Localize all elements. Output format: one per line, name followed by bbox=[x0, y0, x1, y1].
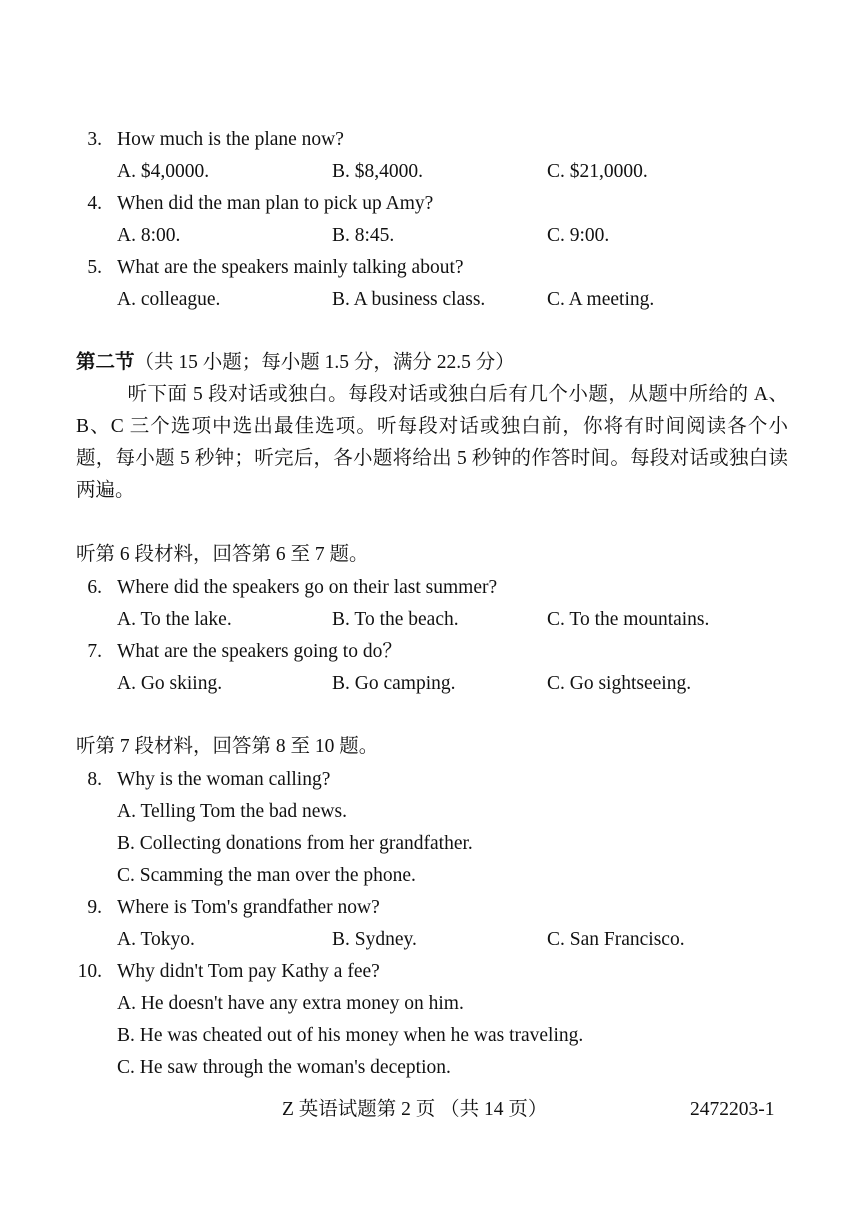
option-a: A. Telling Tom the bad news. bbox=[117, 801, 347, 822]
question-stem: Why didn't Tom pay Kathy a fee? bbox=[117, 961, 380, 982]
option-b: B. A business class. bbox=[332, 289, 486, 310]
section-2-instructions bbox=[76, 379, 788, 507]
option-a: A. He doesn't have any extra money on him. bbox=[117, 993, 464, 1014]
question-number: 7. bbox=[87, 641, 102, 662]
option-a: A. $4,0000. bbox=[117, 161, 210, 182]
question-stem: What are the speakers mainly talking about? bbox=[117, 257, 464, 278]
option-b: B. $8,4000. bbox=[332, 161, 424, 182]
option-c: C. To the mountains. bbox=[547, 609, 710, 630]
option-c: C. He saw through the woman's deception. bbox=[117, 1057, 451, 1078]
material-6-header: 听第 6 段材料，回答第 6 至 7 题。 bbox=[76, 544, 369, 565]
question-number: 8. bbox=[87, 769, 102, 790]
exam-code: 2472203-1 bbox=[690, 1099, 775, 1120]
option-a: A. Go skiing. bbox=[117, 673, 223, 694]
question-stem: Where is Tom's grandfather now? bbox=[117, 897, 380, 918]
option-b: B. 8:45. bbox=[332, 225, 395, 246]
option-c: C. San Francisco. bbox=[547, 929, 685, 950]
question-number: 3. bbox=[87, 129, 102, 150]
question-number: 6. bbox=[87, 577, 102, 598]
option-c: C. $21,0000. bbox=[547, 161, 648, 182]
option-b: B. To the beach. bbox=[332, 609, 459, 630]
question-stem: When did the man plan to pick up Amy? bbox=[117, 193, 434, 214]
option-b: B. He was cheated out of his money when he was traveling. bbox=[117, 1025, 584, 1046]
page-number-label: Z 英语试题第 2 页 （共 14 页） bbox=[282, 1099, 548, 1120]
material-7-header: 听第 7 段材料，回答第 8 至 10 题。 bbox=[76, 736, 379, 757]
section-title: 第二节 bbox=[76, 352, 135, 373]
option-c: C. A meeting. bbox=[547, 289, 655, 310]
option-c: C. 9:00. bbox=[547, 225, 610, 246]
section-title-note: （共 15 小题；每小题 1.5 分，满分 22.5 分） bbox=[134, 352, 515, 373]
question-stem: Where did the speakers go on their last summer? bbox=[117, 577, 498, 598]
option-b: B. Go camping. bbox=[332, 673, 456, 694]
question-number: 9. bbox=[87, 897, 102, 918]
question-stem: Why is the woman calling? bbox=[117, 769, 331, 790]
option-a: A. 8:00. bbox=[117, 225, 181, 246]
question-number: 4. bbox=[87, 193, 102, 214]
section-2-heading bbox=[76, 351, 515, 375]
question-stem: What are the speakers going to do？ bbox=[117, 641, 402, 662]
option-b: B. Collecting donations from her grandfather. bbox=[117, 833, 473, 854]
option-b: B. Sydney. bbox=[332, 929, 417, 950]
option-c: C. Go sightseeing. bbox=[547, 673, 692, 694]
option-a: A. To the lake. bbox=[117, 609, 232, 630]
question-number: 5. bbox=[87, 257, 102, 278]
question-number: 10. bbox=[77, 961, 102, 982]
option-c: C. Scamming the man over the phone. bbox=[117, 865, 416, 886]
option-a: A. colleague. bbox=[117, 289, 221, 310]
instructions-text: 听下面 5 段对话或独白。每段对话或独白后有几个小题，从题中所给的 A、B、C 三个选项中选出最佳选项。听每段对话或独白前，你将有时间阅读各个小题，每小题 5 秒钟；听完后，各小题将给出 5 秒钟的作答时间。每段对话或独白读两遍。 bbox=[76, 384, 788, 501]
question-stem: How much is the plane now? bbox=[117, 129, 344, 150]
option-a: A. Tokyo. bbox=[117, 929, 195, 950]
